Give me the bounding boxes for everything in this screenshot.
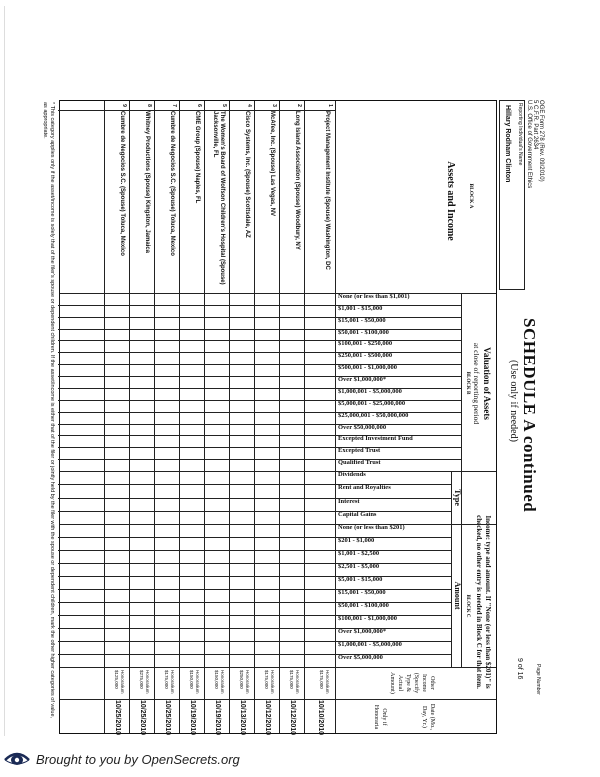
row-other-income: Honorarium $150,000: [189, 670, 200, 694]
block-b-col-250001-500000: $250,001 - $500,000: [338, 352, 393, 360]
row-other-income: Honorarium $150,000: [214, 670, 225, 694]
row-date: 10/25/2010: [164, 700, 171, 736]
row-number: 6: [196, 104, 202, 107]
row-other-income: Honorarium $275,000: [139, 670, 150, 694]
row-date: 10/12/2010: [264, 700, 271, 736]
row-asset: Whitney Productions (Spouse) Kingston, Jamaica: [144, 111, 150, 254]
block-c-type-interest: Interest: [338, 497, 360, 505]
block-b-col-15001-50000: $15,001 - $50,000: [338, 316, 386, 324]
row-other-income: Honorarium $175,000: [289, 670, 300, 694]
attribution-bar: [0, 742, 600, 777]
block-b-title-line2: at close of reporting period: [472, 342, 481, 425]
rotated-form: [42, 98, 545, 738]
page-number-label: Page Number: [535, 664, 541, 695]
block-c-title-line2: checked, no other entry is needed in Block C for that item.: [475, 515, 483, 689]
row-number: 2: [296, 104, 302, 107]
date-header: Date (Mo., Day, Yr.): [421, 703, 435, 731]
block-c-amount-over-1000000: Over $1,000,000*: [338, 628, 387, 635]
row-number: 1: [327, 104, 333, 107]
form-id-line1: OGE Form 278 (Rev. 09/2010): [538, 100, 544, 182]
row-date: 10/19/2010: [189, 700, 196, 736]
block-b-label: BLOCK B: [465, 371, 470, 395]
block-b-col-excepted-investment-fund: Excepted Investment Fund: [338, 435, 413, 443]
row-other-income: Honorarium $175,000: [319, 670, 330, 694]
row-other-income: Honorarium $175,000: [164, 670, 175, 694]
block-b-col-1001-15000: $1,001 - $15,000: [338, 304, 383, 312]
row-other-income: Honorarium $125,000: [114, 670, 125, 694]
row-asset: Project Management Institute (Spouse) Washington, DC: [324, 111, 330, 270]
block-c-type-rent-royalties: Rent and Royalties: [338, 484, 391, 492]
row-date: 10/25/2010: [114, 700, 121, 736]
block-b-col-5000001-25000000: $5,000,001 - $25,000,000: [338, 399, 406, 407]
block-a-label: BLOCK A: [468, 183, 474, 209]
form-id-line3: U.S. Office of Government Ethics: [526, 100, 532, 189]
row-number: 4: [246, 104, 252, 107]
block-c-amount-201-1000: $201 - $1,000: [338, 537, 375, 544]
block-c-amount-50001-100000: $50,001 - $100,000: [338, 602, 389, 609]
row-number: 3: [271, 104, 277, 107]
row-other-income: Honorarium $250,000: [239, 670, 250, 694]
attribution-link[interactable]: Brought to you by OpenSecrets.org: [36, 752, 240, 767]
row-date: 10/13/2010: [239, 700, 246, 736]
block-b-col-none: None (or less than $1,001): [338, 293, 410, 300]
eye-icon: [4, 750, 30, 768]
row-number: 8: [146, 104, 152, 107]
row-other-income: Honorarium $175,000: [264, 670, 275, 694]
schedule-subtitle: (Use only if needed): [508, 360, 519, 442]
block-c-amount-none: None (or less than $201): [338, 524, 405, 531]
block-b-col-qualified-trust: Qualified Trust: [338, 459, 381, 467]
page-number-value: 9 of 16: [516, 658, 523, 680]
block-c-amount-5001-15000: $5,001 - $15,000: [338, 576, 383, 583]
row-asset: The Women's Board of Wolfson Children's Hospital (Spouse) Jacksonville, FL: [212, 111, 225, 285]
block-b-col-25000001-50000000: $25,000,001 - $50,000,000: [338, 411, 409, 419]
row-date: 10/19/2010: [214, 700, 221, 736]
row-asset: Cumbre de Negocios S.C. (Spouse) Toluca, Mexico: [169, 111, 175, 256]
row-date: 10/25/2010: [139, 700, 146, 736]
block-b-col-500001-1000000: $500,001 - $1,000,000: [338, 364, 398, 372]
row-date: 10/10/2010: [317, 700, 324, 736]
block-c-label: BLOCK C: [465, 594, 470, 618]
row-asset: Cisco Systems, Inc. (Spouse) Scottsdale, AZ: [244, 111, 250, 238]
row-number: 5: [221, 104, 227, 107]
reporting-individual-box: [499, 100, 525, 290]
footnote: * This category applies only if the asset/income is solely that of the filer's spouse or dependent children. If the asset/income is either that of the filer or jointly held by the filer with the spouse or dependent children, mark the other higher categories of value, as appropriate.: [42, 102, 55, 719]
reporting-individual-label: Reporting Individual's Name: [517, 103, 523, 166]
row-date: 10/12/2010: [289, 700, 296, 736]
row-asset: CME Group (Spouse) Naples, FL: [194, 111, 200, 204]
other-income-header: Other Income (Specify Type & Actual Amount): [389, 672, 435, 694]
row-asset: Cumbre de Negocios S.C. (Spouse) Toluca, Mexico: [119, 111, 125, 256]
block-b-col-over-50000000: Over $50,000,000: [338, 423, 387, 431]
block-b-col-over-1000000: Over $1,000,000*: [338, 376, 387, 384]
block-c-type-capital-gains: Capital Gains: [338, 510, 377, 518]
row-asset: McAfee, Inc. (Spouse) Las Vegas, NV: [269, 111, 275, 217]
block-b-title-line1: Valuation of Assets: [482, 347, 492, 420]
schedule-title: SCHEDULE A continued: [520, 318, 539, 513]
block-a-title: Assets and Income: [445, 161, 456, 241]
block-c-amount-label: Amount: [453, 581, 462, 610]
block-c-amount-100001-1000000: $100,001 - $1,000,000: [338, 615, 398, 622]
row-asset: Long Island Association (Spouse) Woodbury, NY: [294, 111, 300, 250]
row-number: 7: [171, 104, 177, 107]
block-b-col-excepted-trust: Excepted Trust: [338, 447, 381, 455]
row-number: 9: [121, 104, 127, 107]
schedule-grid: [59, 100, 497, 734]
date-subheader: Only if Honoraria: [373, 704, 387, 730]
block-c-type-label: Type: [453, 489, 462, 506]
block-c-type-dividends: Dividends: [338, 471, 366, 478]
block-c-amount-2501-5000: $2,501 - $5,000: [338, 563, 380, 570]
block-c-amount-1001-2500: $1,001 - $2,500: [338, 550, 380, 557]
block-c-amount-over-5000000: Over $5,000,000: [338, 654, 383, 661]
reporting-individual-name: Hillary Rodham Clinton: [504, 105, 511, 183]
block-b-col-1000001-5000000: $1,000,001 - $5,000,000: [338, 387, 402, 395]
block-b-col-100001-250000: $100,001 - $250,000: [338, 340, 393, 348]
block-c-title-line1: Income: type and amount. If "None (or less than $201)" is: [484, 515, 492, 689]
block-b-col-50001-100000: $50,001 - $100,000: [338, 328, 389, 336]
form-id-line2: 5 C.F.R. Part 2634: [532, 100, 538, 150]
block-c-amount-1000001-5000000: $1,000,001 - $5,000,000: [338, 641, 402, 648]
block-c-amount-15001-50000: $15,001 - $50,000: [338, 589, 386, 596]
